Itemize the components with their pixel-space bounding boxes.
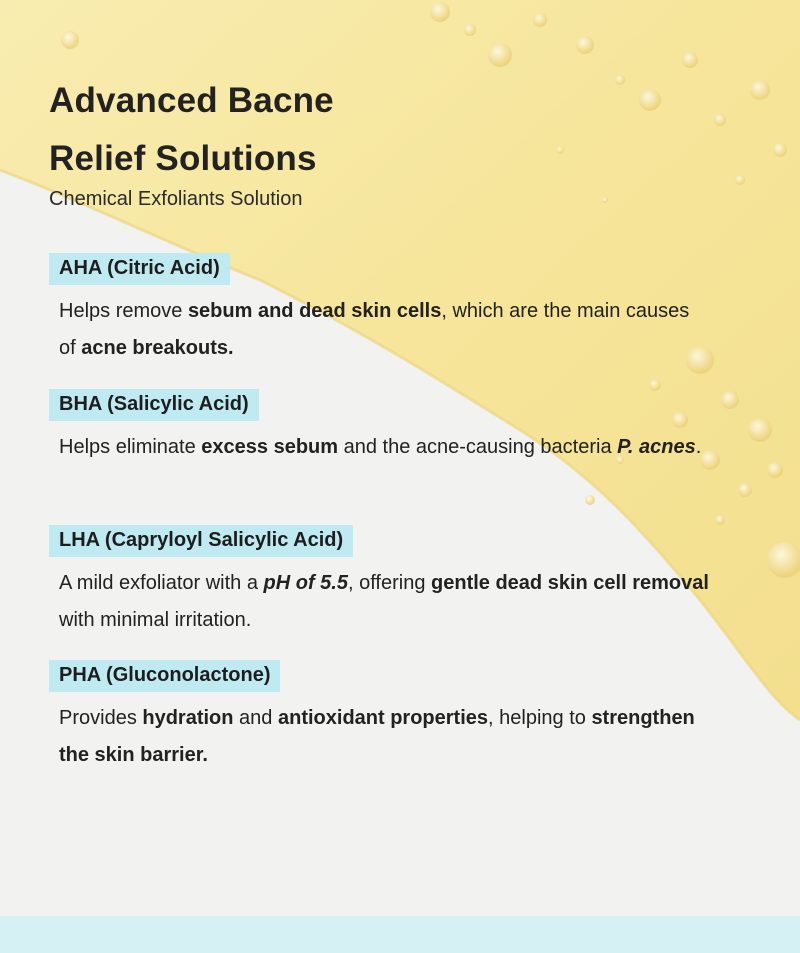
emphasis-text: antioxidant properties <box>277 707 489 729</box>
page-title <box>49 72 569 188</box>
item-label: BHA (Salicylic Acid) <box>49 389 259 421</box>
description-text: Helps eliminate <box>59 436 202 458</box>
description-text: , helping to <box>488 707 592 729</box>
footer-band <box>0 916 800 953</box>
description-text: A mild exfoliator with a <box>59 572 264 594</box>
emphasis-text: acne breakouts. <box>81 337 234 359</box>
description-text: , offering <box>347 572 432 594</box>
item-label: LHA (Capryloyl Salicylic Acid) <box>49 525 353 557</box>
description-text: with minimal irritation. <box>59 609 252 631</box>
emphasis-text: pH of 5.5 <box>263 572 348 594</box>
emphasis-text: strengthen the skin barrier. <box>59 707 695 766</box>
description-text: Provides <box>59 707 143 729</box>
description-text: and the acne-causing bacteria <box>338 436 618 458</box>
emphasis-text: hydration <box>142 707 234 729</box>
title-line-2: Relief Solutions <box>49 139 317 178</box>
description-text: Helps remove <box>59 300 188 322</box>
exfoliant-item-bha <box>49 389 709 466</box>
description-text: and <box>233 707 278 729</box>
exfoliant-item-aha <box>49 253 709 367</box>
item-description <box>59 429 709 466</box>
emphasis-text: gentle dead skin cell removal <box>431 572 709 594</box>
emphasis-text: sebum and dead skin cells <box>187 300 442 322</box>
item-description <box>59 293 709 367</box>
description-text: . <box>695 436 702 458</box>
exfoliant-item-lha <box>49 525 709 639</box>
item-description <box>59 700 709 774</box>
emphasis-text: excess sebum <box>201 436 339 458</box>
item-label: AHA (Citric Acid) <box>49 253 230 285</box>
emphasis-text: P. acnes <box>617 436 696 458</box>
item-description <box>59 565 709 639</box>
description-text: , which are the main causes of <box>59 300 690 359</box>
subtitle: Chemical Exfoliants Solution <box>49 188 303 210</box>
title-line-1: Advanced Bacne <box>49 81 334 120</box>
item-label: PHA (Gluconolactone) <box>49 660 280 692</box>
exfoliant-item-pha <box>49 660 709 774</box>
